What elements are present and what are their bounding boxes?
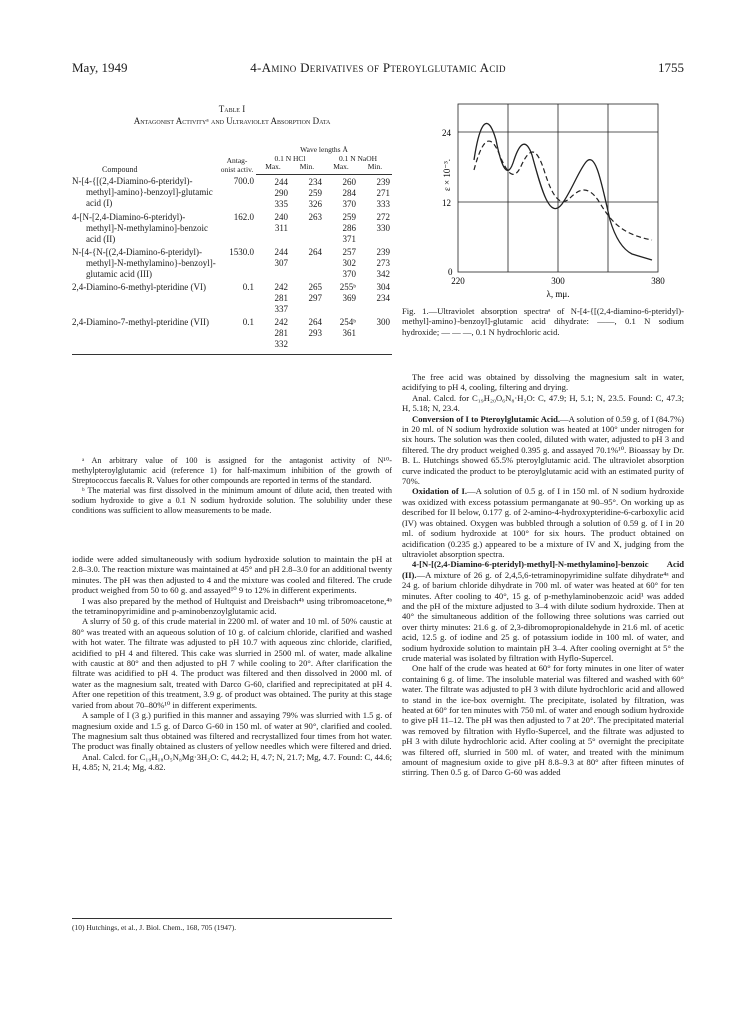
paragraph xyxy=(402,663,684,777)
paragraph xyxy=(402,372,684,393)
naoh-min-cell: 272 330 xyxy=(376,211,390,233)
col-min2: Min. xyxy=(358,163,392,174)
x-axis-label: λ, mμ. xyxy=(546,289,570,299)
table-footnotes xyxy=(72,456,392,516)
paragraph xyxy=(402,486,684,559)
paragraph xyxy=(402,393,684,414)
hcl-min-cell: 264 293 xyxy=(290,315,324,355)
naoh-max-cell: 257 302 370 xyxy=(342,246,356,279)
hcl-max-cell: 240 311 xyxy=(274,211,288,233)
naoh-max-cell: 260 284 370 xyxy=(342,176,356,209)
naoh-min-cell: 239 271 333 xyxy=(376,176,390,209)
activity-cell: 1530.0 xyxy=(229,246,254,257)
paragraph: A slurry of 50 g. of this crude material in 2200 ml. of water and 10 ml. of 50% caustic at 80° was treated with an aqueous solution of 10 g. of calcium chloride, clarified and washed with hot water. The filtrate was adjusted to pH 10.7 with aqueous zinc chloride, clarified, acidified to pH 4 and filtered. This cake was slurried in 2500 ml. of water, made alkaline with caustic at 80° and then adjusted to pH 7 while cooling to 20°. After clarification the filtrate was acidified to pH 4. The product was filtered and then dissolved in 2000 ml. of water as the magnesium salt, treated with Darco G-60, clarified and reprecipitated at pH 4. After one repetition of this treatment, 3.9 g. of product was obtained. The purity at this stage varied from about 70–80%¹⁰ in different experiments. xyxy=(72,616,392,710)
hcl-max-cell: 244 307 xyxy=(274,246,288,268)
footnote-b: ᵇ The material was first dissolved in the minimum amount of dilute acid, then treated with sodium hydroxide to give a 0.1 N sodium hydroxide solution. The solubility under these conditions was sufficient to allow measurements to be made. xyxy=(72,486,392,515)
compound-cell: 4-[N-[2,4-Diamino-6-pteridyl)-methyl]-N-methylamino]-benzoic acid (II) xyxy=(72,211,208,244)
naoh-min-cell: 239 273 342 xyxy=(376,246,390,279)
y-tick: 0 xyxy=(448,267,453,277)
header-title: 4-Amino Derivatives of Pteroylglutamic Acid xyxy=(250,60,506,75)
footnote-a: ᵃ An arbitrary value of 100 is assigned for the antagonist activity of N¹⁰-methylpteroylglutamic acid (reference 1) for half-maximum inhibition of the growth of Streptococcus faecalis R. Values for other compounds are reported in terms of the standard. xyxy=(72,456,392,485)
table-row xyxy=(72,174,392,210)
figure xyxy=(402,100,684,305)
naoh-min-cell: 300 xyxy=(358,315,392,355)
hcl-min-cell: 263 xyxy=(308,211,322,222)
paragraph-text: —A solution of 0.59 g. of I (84.7%) in 20 ml. of N sodium hydroxide solution was heated at 100° under nitrogen for six hours. The solution was then cooled, diluted with water, adjusted to pH 3 and filtered. The dry product weighed 0.395 g. and assayed 70.1%¹⁰. Bioassay by Dr. B. L. Hutchings showed 65.5% pteroylglutamic acid. The ultraviolet absorption curve indicated the product to be pteroylglutamic acid with an estimated purity of 70%. xyxy=(402,413,684,487)
y-tick: 12 xyxy=(442,198,451,208)
naoh-min-cell: 304 234 xyxy=(376,281,390,303)
figure-caption: Fig. 1.—Ultraviolet absorption spectraᵃ of N-[4-{[(2,4-diamino-6-pteridyl)-methyl]-amino}-benzoyl]-glutamic acid dihydrate: ——, 0.1 N sodium hydroxide; — — —, 0.1 N hydrochloric acid. xyxy=(402,306,684,337)
naoh-max-cell: 254ᵇ 361 xyxy=(324,315,358,355)
x-tick: 380 xyxy=(651,276,665,286)
y-axis-label: ε × 10⁻³. xyxy=(442,158,452,192)
paragraph: I was also prepared by the method of Hultquist and Dreisbach⁴ᵇ using tribromoacetone,⁴ᵇ the tetraminopyrimidine and p-aminobenzoylglutamic acid. xyxy=(72,595,392,617)
hcl-curve xyxy=(474,141,652,240)
hcl-max-cell: 242 281 332 xyxy=(256,315,290,355)
data-table xyxy=(72,146,392,355)
activity-cell: 0.1 xyxy=(218,315,256,355)
compound-cell: 2,4-Diamino-6-methyl-pteridine (VI) xyxy=(72,281,206,292)
table-caption: Antagonist Activityᵃ and Ultraviolet Absorption Data xyxy=(133,116,331,126)
paragraph: Anal. Calcd. for C₁₉H₁₈O₅N₈Mg·3H₂O: C, 44.2; H, 4.7; N, 21.7; Mg, 4.7. Found: C, 44.6; H, 4.85; N, 21.4; Mg, 4.82. xyxy=(72,751,392,773)
activity-cell: 0.1 xyxy=(242,281,254,292)
page-number: 1755 xyxy=(658,60,684,75)
table-row xyxy=(72,315,392,355)
paragraph: iodide were added simultaneously with sodium hydroxide solution to maintain the pH at 2.8–3.0. The reaction mixture was maintained at 45° and pH 2.8–3.0 for an additional twenty minutes. The pH was then adjusted to 4 and the mixture was cooled and filtered. The crude product weighed from 50 to 60 g. and assayed¹⁰ 9 to 12% in different experiments. xyxy=(72,554,392,596)
hcl-min-cell: 234 259 326 xyxy=(308,176,322,209)
col-hcl: 0.1 N HCl xyxy=(274,153,306,163)
compound-cell: N-[4-{[(2,4-Diamino-6-pteridyl)-methyl]-amino}-benzoyl]-glutamic acid (I) xyxy=(72,176,213,208)
paragraph-text: —A mixture of 26 g. of 2,4,5,6-tetraminopyrimidine sulfate dihydrate⁴ᵃ and 24 g. of barium chloride dihydrate in 700 ml. of water was heated at 60° for ten minutes. After cooling to 40°, 15 g. of p-methylaminobenzoic acid¹ was added and the pH of the mixture adjusted to 3–4 with dilute sodium hydroxide. Then at 40° the simultaneous addition of the following three solutions was carried out over thirty minutes: 21.6 g. of 2,3-dibromopropionaldehyde in 21.6 ml. of acetic acid, 12.5 g. of iodine and 25 g. of potassium iodide in 100 ml. of water, and sodium hydroxide solution to maintain pH 3–4. After cooling overnight at 5° the crude material was isolated by filtration with Hyflo-Supercel. xyxy=(402,569,684,663)
naoh-curve xyxy=(474,123,652,260)
hcl-min-cell: 264 xyxy=(308,246,322,257)
naoh-max-cell: 259 286 371 xyxy=(342,211,356,244)
hcl-max-cell: 244 290 335 xyxy=(274,176,288,209)
section-heading: 4-[N-[(2,4-Diamino-6-pteridyl)-methyl]-N-methylamino]-benzoic Acid (II). xyxy=(402,559,684,580)
table-title: Table I xyxy=(218,104,246,114)
table-row xyxy=(72,280,392,315)
page-footnote: (10) Hutchings, et al., J. Biol. Chem., 168, 705 (1947). xyxy=(72,918,392,932)
compound-cell: N-[4-{N-[(2,4-Diamino-6-pteridyl)-methyl]-N-methylamino}-benzoyl]-glutamic acid (III) xyxy=(72,246,216,279)
section-heading: Conversion of I to Pteroylglutamic Acid. xyxy=(412,413,561,424)
section-heading: Oxidation of I. xyxy=(412,486,468,497)
header-date: May, 1949 xyxy=(72,60,128,75)
absorption-spectra-chart xyxy=(402,100,684,305)
y-tick: 24 xyxy=(442,128,451,138)
activity-cell: 162.0 xyxy=(233,211,254,222)
right-column xyxy=(402,372,684,778)
paragraph-text: The free acid was obtained by dissolving the magnesium salt in water, acidifying to pH 4, cooling, filtering and drying. xyxy=(402,372,684,393)
table-row xyxy=(72,245,392,280)
col-antag: Antag-onist activ. xyxy=(220,156,254,174)
paragraph xyxy=(402,414,684,487)
hcl-max-cell: 242 281 337 xyxy=(274,281,288,314)
hcl-min-cell: 265 297 xyxy=(308,281,322,303)
x-tick: 300 xyxy=(551,276,565,286)
col-wave: Wave lengths Å xyxy=(300,145,348,154)
col-compound: Compound xyxy=(102,164,138,174)
x-tick: 220 xyxy=(451,276,465,286)
paragraph xyxy=(402,559,684,663)
col-min1: Min. xyxy=(290,163,324,174)
paragraph-text: Anal. Calcd. for C₁₉H₂₀O₆N₈·H₂O: C, 47.9; H, 5.1; N, 23.5. Found: C, 47.3; H, 5.18; N, 23.4. xyxy=(402,392,684,414)
compound-cell: 2,4-Diamino-7-methyl-pteridine (VII) xyxy=(72,315,218,355)
table-row xyxy=(72,210,392,245)
page-header xyxy=(72,60,684,80)
paragraph-text: —A solution of 0.5 g. of I in 150 ml. of N sodium hydroxide was oxidized with excess potassium permanganate at 90–95°. On working up as described for II below, 0.177 g. of 2-amino-4-hydroxypteridine-6-carboxylic acid (IV) was obtained. Oxygen was bubbled through a solution of 0.59 g. of I in 20 ml. of sodium hydroxide at 100° for six hours. The product obtained on acidification (0.235 g.) appeared to be a mixture of IV and X, judging from the ultraviolet absorption spectra. xyxy=(402,486,684,559)
col-max2: Max. xyxy=(324,163,358,174)
naoh-max-cell: 255ᵇ 369 xyxy=(339,281,356,303)
left-column xyxy=(72,554,392,773)
activity-cell: 700.0 xyxy=(233,176,254,186)
col-naoh: 0.1 N NaOH xyxy=(338,153,378,163)
col-max1: Max. xyxy=(256,163,290,174)
paragraph-text: One half of the crude was heated at 60° for forty minutes in one liter of water containing 6 g. of lime. The insoluble material was filtered and washed with 60° water. The filtrate was adjusted to pH 3 with dilute hydrochloric acid and allowed to stand in the ice-box overnight. The precipitate, isolated by filtration, was heated at 60° for ten minutes with 750 ml. of water and enough sodium hydroxide to give pH 11–12. The pH was then adjusted to 7 at 20°. The precipitated material was removed by filtration with Hyflo-Supercel, and the filtrate was adjusted to pH 3 with dilute hydrochloric acid. After cooling at 5° overnight the precipitate was filtered off, slurried in 500 ml. of water, and treated with the minimum amount of magnesium oxide to give pH 8.8–9.3 at 80° after fifteen minutes of stirring. Then 0.5 g. of Darco G-60 was added xyxy=(402,663,684,778)
paragraph: A sample of I (3 g.) purified in this manner and assaying 79% was slurried with 1.5 g. of magnesium oxide and 1.5 g. of Darco G-60 in 150 ml. of water at 90°, clarified and cooled. The magnesium salt thus obtained was filtered and recrystallized four times from hot water. The product was finally obtained as clusters of yellow needles which were filtered and dried. xyxy=(72,710,392,752)
